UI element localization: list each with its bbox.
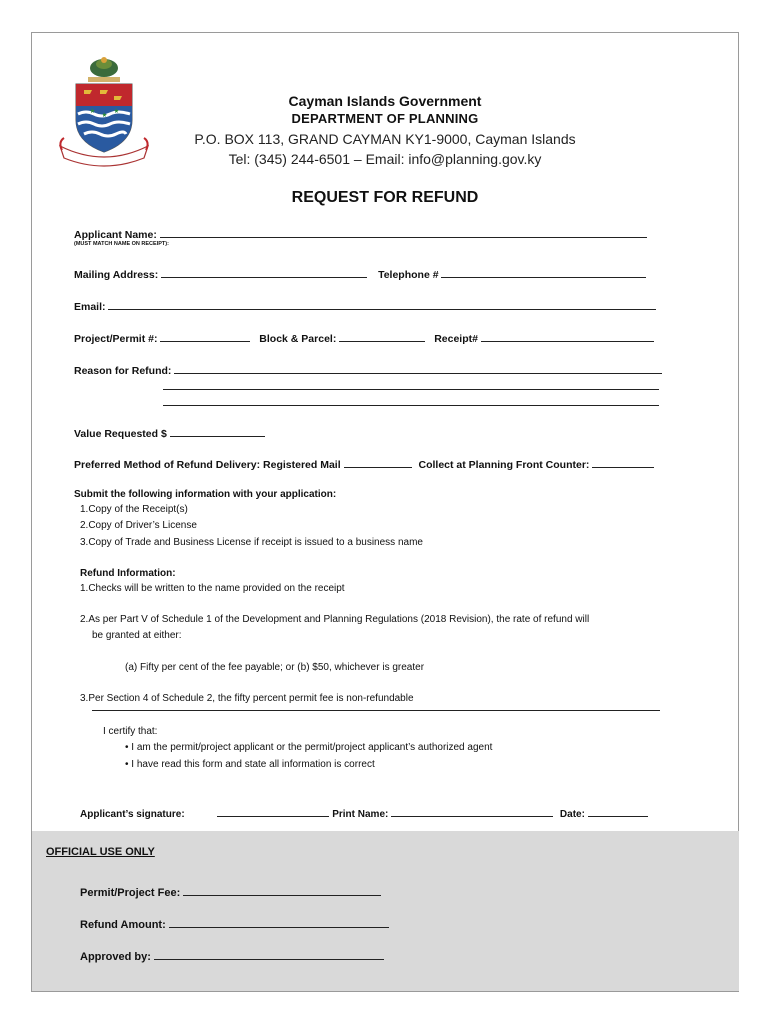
applicant-name-row (74, 227, 647, 241)
refund-amount-label: Refund Amount: (80, 919, 166, 931)
certify-item: • I have read this form and state all information is correct (125, 759, 375, 770)
project-permit-field[interactable] (160, 331, 250, 342)
approved-by-field[interactable] (154, 949, 384, 960)
reason-field-line-3[interactable] (163, 393, 659, 411)
date-label: Date: (559, 809, 585, 820)
registered-mail-field[interactable] (344, 457, 412, 468)
permit-fee-row (80, 885, 381, 899)
department-contact: Tel: (345) 244-6501 – Email: info@planning.gov.ky (228, 151, 542, 167)
telephone-field[interactable] (441, 267, 646, 278)
telephone-label: Telephone # (378, 269, 439, 281)
refund-info-item: 3.Per Section 4 of Schedule 2, the fifty percent permit fee is non-refundable (80, 693, 414, 704)
mailing-address-row (74, 267, 646, 281)
receipt-field[interactable] (481, 331, 654, 342)
applicant-name-field[interactable] (160, 227, 647, 238)
submit-item: 3.Copy of Trade and Business License if receipt is issued to a business name (80, 537, 423, 548)
signature-row (80, 806, 648, 820)
refund-info-item-cont: be granted at either: (92, 630, 182, 641)
official-use-heading: OFFICIAL USE ONLY (46, 846, 155, 858)
email-label: Email: (74, 301, 106, 313)
block-parcel-label: Block & Parcel: (259, 333, 337, 345)
mailing-address-label: Mailing Address: (74, 269, 159, 281)
department-name: DEPARTMENT OF PLANNING (291, 111, 479, 126)
project-permit-label: Project/Permit #: (74, 333, 158, 345)
submit-item: 1.Copy of the Receipt(s) (80, 504, 188, 515)
collect-counter-label: Collect at Planning Front Counter: (418, 459, 590, 471)
bullet-icon: • (125, 759, 129, 770)
collect-counter-field[interactable] (592, 457, 654, 468)
approved-by-label: Approved by: (80, 951, 151, 963)
reason-label: Reason for Refund: (74, 365, 172, 377)
applicant-name-note: (MUST MATCH NAME ON RECEIPT): (74, 241, 169, 247)
refund-delivery-row (74, 457, 654, 471)
value-requested-row (74, 426, 265, 440)
refund-amount-row (80, 917, 389, 931)
certify-heading: I certify that: (103, 726, 158, 737)
date-field[interactable] (588, 806, 648, 817)
refund-info-item: 1.Checks will be written to the name provided on the receipt (80, 583, 345, 594)
value-requested-label: Value Requested $ (74, 428, 167, 440)
form-title: REQUEST FOR REFUND (291, 189, 479, 206)
print-name-field[interactable] (391, 806, 553, 817)
signature-label: Applicant’s signature: (80, 809, 185, 820)
registered-mail-label: Preferred Method of Refund Delivery: Registered Mail (74, 459, 341, 471)
value-requested-field[interactable] (170, 426, 265, 437)
refund-amount-field[interactable] (169, 917, 389, 928)
bullet-icon: • (125, 742, 129, 753)
refund-info-item: 2.As per Part V of Schedule 1 of the Development and Planning Regulations (2018 Revision), the rate of refund will (80, 614, 590, 625)
department-address: P.O. BOX 113, GRAND CAYMAN KY1-9000, Cayman Islands (194, 131, 576, 147)
email-row (74, 299, 656, 313)
submit-heading: Submit the following information with your application: (74, 489, 337, 500)
signature-field[interactable] (217, 806, 329, 817)
print-name-label: Print Name: (332, 809, 389, 820)
applicant-name-label: Applicant Name: (74, 229, 157, 241)
reason-row (74, 363, 662, 377)
refund-info-heading: Refund Information: (80, 568, 176, 579)
reason-field-line-1[interactable] (174, 363, 662, 374)
email-field[interactable] (108, 299, 656, 310)
project-permit-row (74, 331, 654, 345)
permit-fee-field[interactable] (183, 885, 381, 896)
approved-by-row (80, 949, 384, 963)
block-parcel-field[interactable] (339, 331, 425, 342)
refund-info-option: (a) Fifty per cent of the fee payable; or (b) $50, whichever is greater (125, 662, 425, 673)
certify-item: • I am the permit/project applicant or the permit/project applicant’s authorized agent (125, 742, 493, 753)
receipt-label: Receipt# (434, 333, 478, 345)
submit-item: 2.Copy of Driver’s License (80, 520, 197, 531)
government-name: Cayman Islands Government (288, 93, 482, 109)
mailing-address-field[interactable] (161, 267, 367, 278)
permit-fee-label: Permit/Project Fee: (80, 887, 181, 899)
divider (92, 710, 660, 711)
